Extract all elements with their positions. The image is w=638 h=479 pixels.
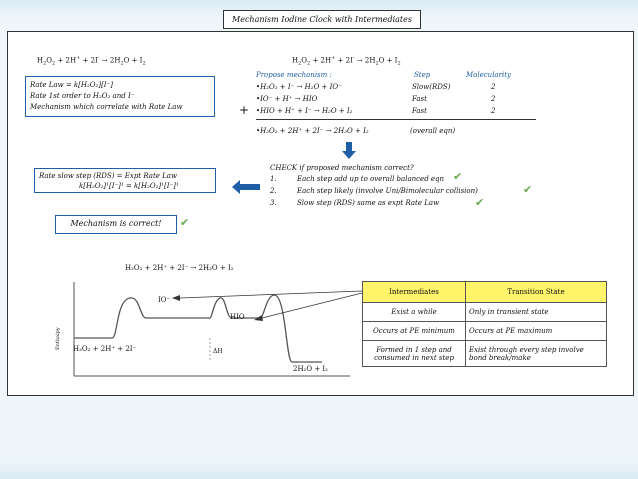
reactants-label: H₂O₂ + 2H⁺ + 2I⁻	[73, 345, 137, 353]
mechanism-step-3: •HIO + H⁺ + I⁻ → H₂O + I₂	[256, 107, 353, 115]
products-label: 2H₂O + I₂	[293, 365, 328, 373]
io-label: IO⁻	[158, 296, 171, 304]
overall-equation-right: $H_2O_2 + 2H^+ + 2I^- \to 2H_2O + I_2$	[292, 55, 401, 67]
delta-h-label: ΔH	[213, 348, 223, 355]
step-3-molecularity: 2	[491, 107, 496, 115]
rate-law-line: Rate Law = k[H₂O₂][I⁻]	[30, 81, 113, 89]
mechanism-step-1: •H₂O₂ + I⁻ → H₂O + IO⁻	[256, 83, 342, 91]
table-header-intermediates: Intermediates	[363, 282, 466, 303]
step-1-molecularity: 2	[491, 83, 496, 91]
comparison-table	[362, 281, 607, 367]
step-3-rate: Fast	[412, 107, 427, 115]
check-num-2: 2.	[270, 187, 277, 195]
table-cell: Occurs at PE maximum	[466, 322, 607, 341]
checkmark-icon: ✔	[453, 170, 463, 183]
molecularity-column-header: Molecularity	[466, 71, 511, 79]
step-column-header: Step	[414, 71, 431, 79]
step-2-rate: Fast	[412, 95, 427, 103]
slow-step-equation: k[H₂O₂]¹[I⁻]¹ = k[H₂O₂]¹[I⁻]¹	[79, 182, 179, 190]
overall-equation-left: $H_2O_2 + 2H^+ + 2I^- \to 2H_2O + I_2$	[37, 55, 146, 67]
table-row	[363, 303, 607, 322]
check-num-1: 1.	[270, 175, 277, 183]
mechanism-correlate-line: Mechanism which correlate with Rate Law	[30, 103, 183, 111]
energy-diagram-equation: H₂O₂ + 2H⁺ + 2I⁻ → 2H₂O + I₂	[125, 264, 234, 272]
mechanism-header: Propose mechanism :	[256, 71, 332, 79]
slow-step-line: Rate slow step (RDS) = Expt Rate Law	[39, 172, 177, 180]
slide-title: Mechanism Iodine Clock with Intermediates	[223, 10, 421, 29]
checkmark-icon: ✔	[523, 183, 533, 196]
mechanism-overall: •H₂O₂ + 2H⁺ + 2I⁻ → 2H₂O + I₂	[256, 127, 369, 135]
check-item-2: Each step likely (involve Uni/Bimolecular collision)	[297, 187, 478, 195]
mechanism-correct-box: Mechanism is correct!	[55, 215, 177, 234]
hio-label: HIO	[230, 313, 245, 321]
checkmark-icon: ✔	[180, 216, 190, 229]
plus-sign: +	[239, 103, 250, 117]
table-cell: Only in transient state	[466, 303, 607, 322]
overall-eqn-label: (overall eqn)	[410, 127, 456, 135]
check-item-3: Slow step (RDS) same as expt Rate Law	[297, 199, 440, 207]
check-item-1: Each step add up to overall balanced eqn	[297, 175, 445, 183]
step-1-rate: Slow(RDS)	[412, 83, 451, 91]
rate-order-line: Rate 1st order to H₂O₂ and I⁻	[30, 92, 135, 100]
mechanism-step-2: •IO⁻ + H⁺ → HIO	[256, 95, 318, 103]
enthalpy-axis-label: Enthalpy	[55, 327, 61, 350]
table-row	[363, 341, 607, 367]
check-num-3: 3.	[270, 199, 277, 207]
check-header: CHECK if proposed mechanism correct?	[270, 164, 414, 172]
table-row	[363, 322, 607, 341]
table-cell: Occurs at PE minimum	[363, 322, 466, 341]
step-2-molecularity: 2	[491, 95, 496, 103]
table-header-transition-state: Transition State	[466, 282, 607, 303]
table-cell: Exist through every step involve bond break/make	[466, 341, 607, 367]
table-header-row	[363, 282, 607, 303]
table-cell: Exist a while	[363, 303, 466, 322]
table-cell: Formed in 1 step and consumed in next step	[363, 341, 466, 367]
checkmark-icon: ✔	[475, 196, 485, 209]
